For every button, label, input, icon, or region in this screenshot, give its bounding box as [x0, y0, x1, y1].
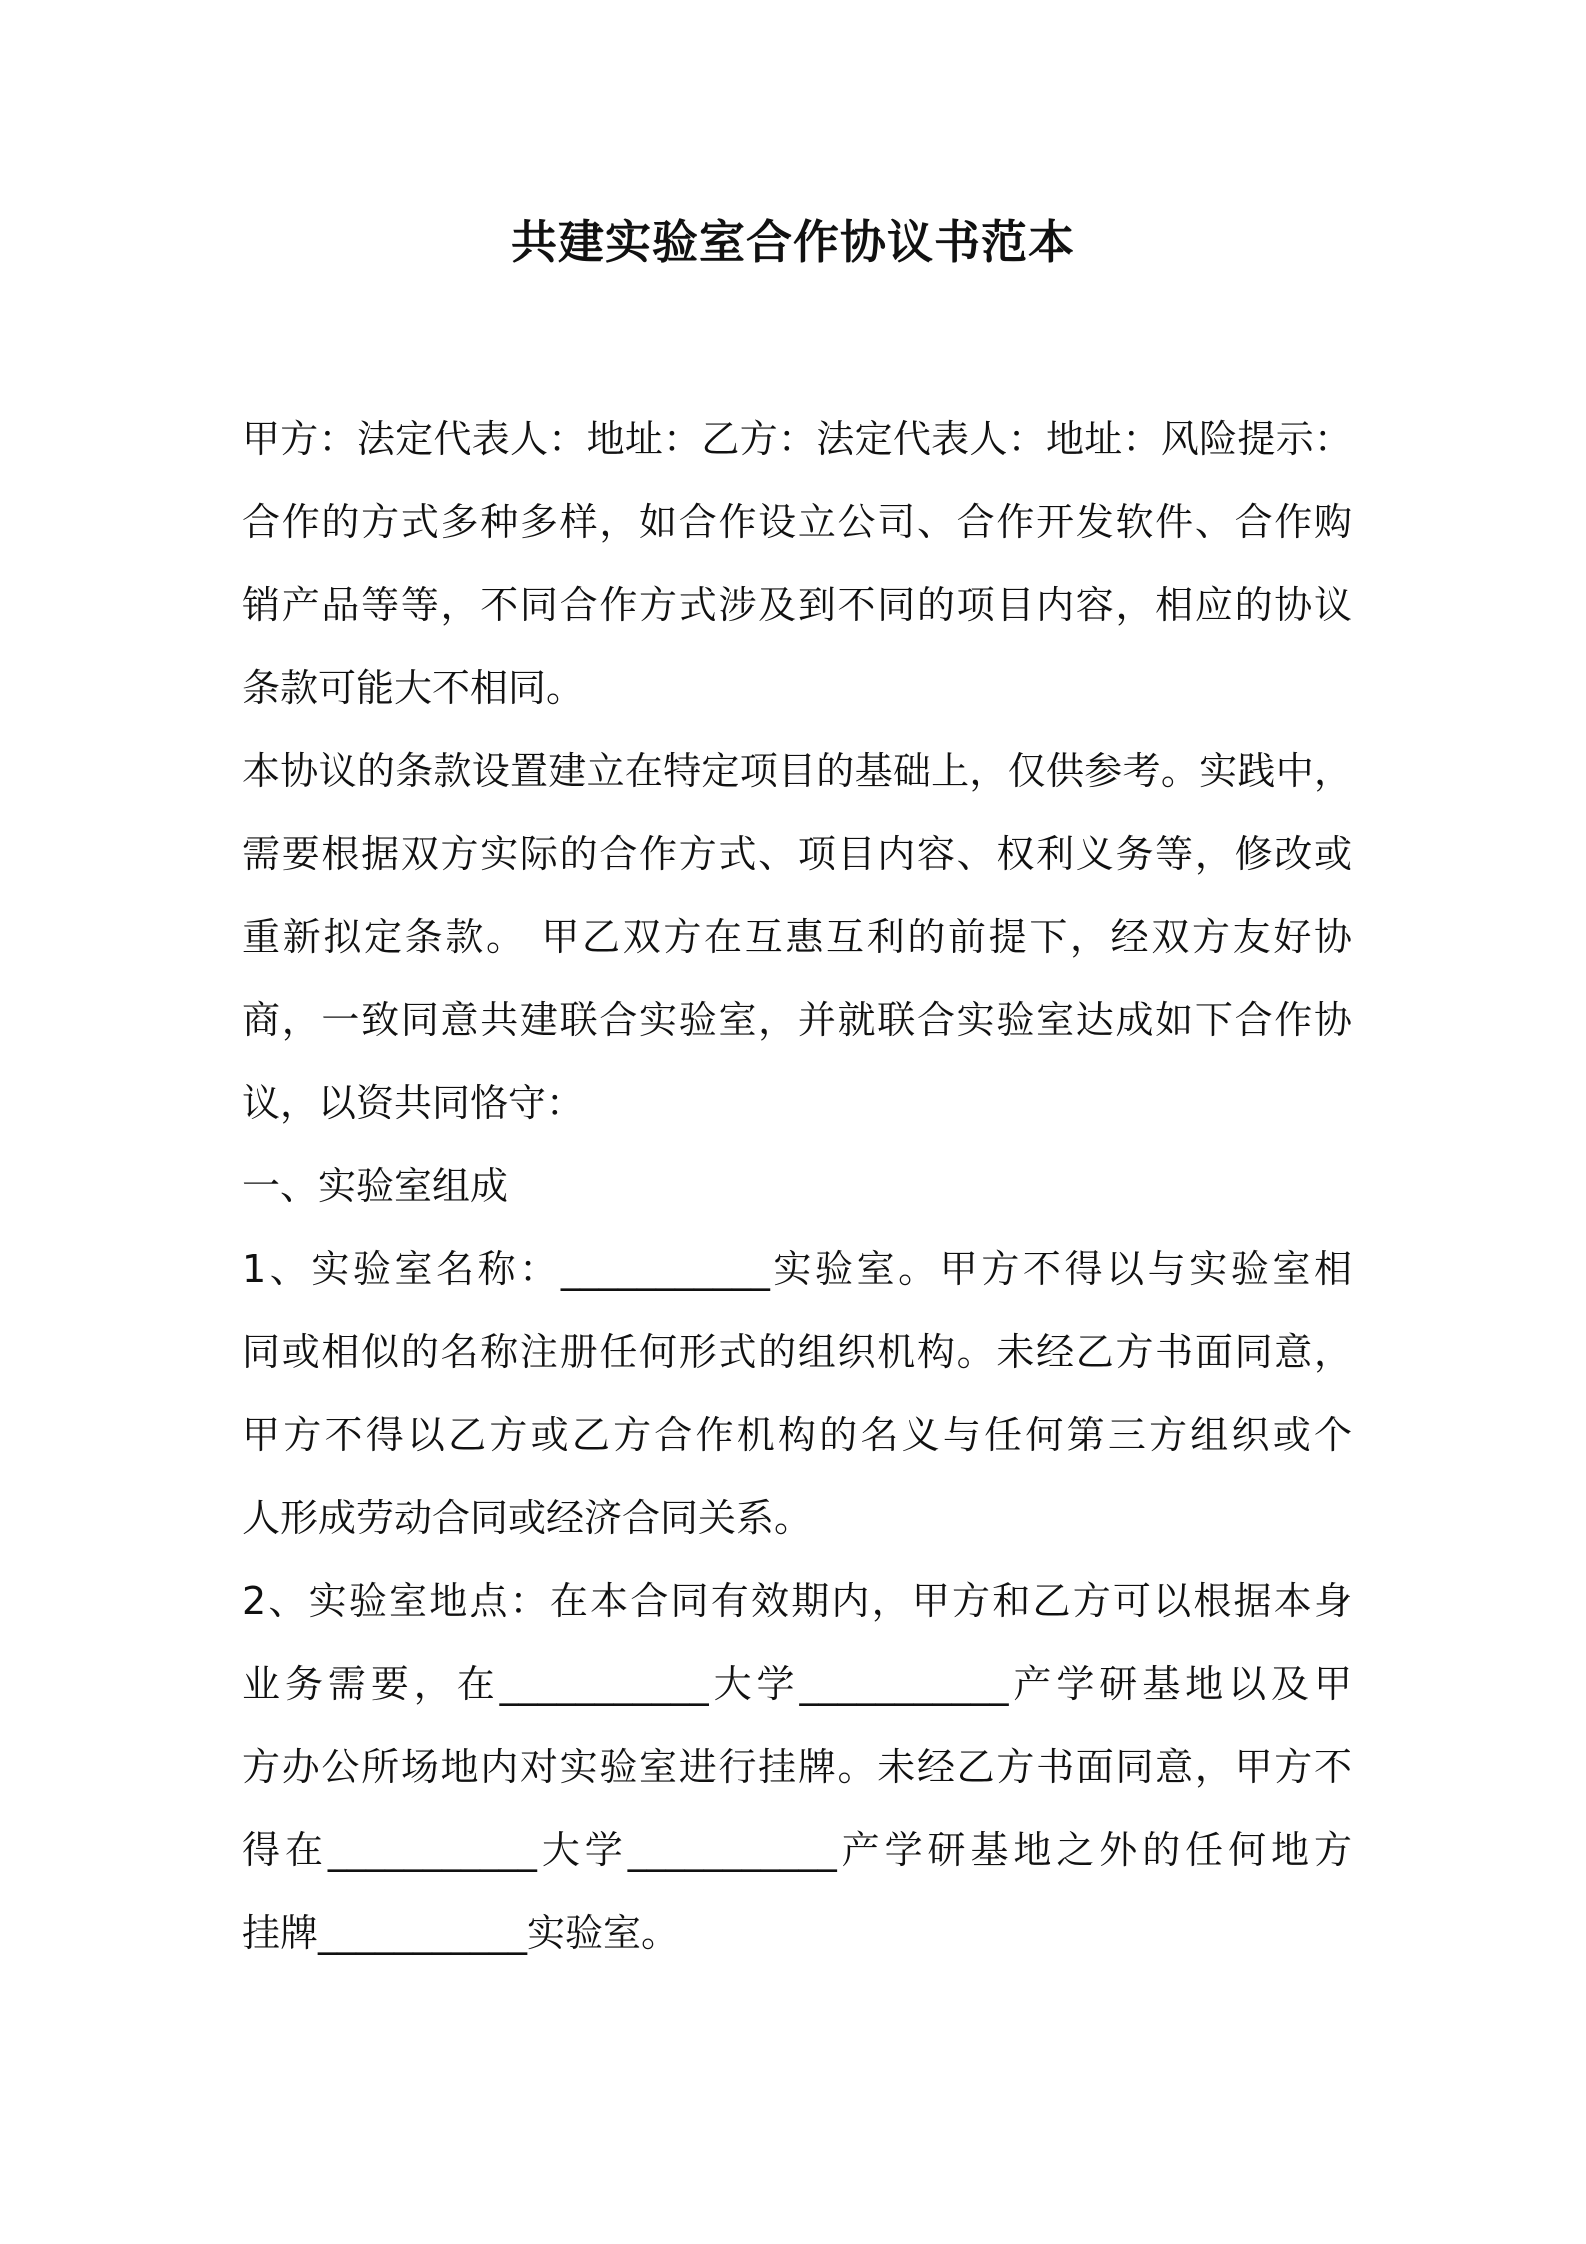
body-line: 销产品等等，不同合作方式涉及到不同的项目内容，相应的协议 [242, 583, 1352, 627]
body-line: 甲方不得以乙方或乙方合作机构的名义与任何第三方组织或个 [242, 1413, 1352, 1457]
body-line: 本协议的条款设置建立在特定项目的基础上，仅供参考。实践中， [242, 749, 1352, 793]
body-line: 同或相似的名称注册任何形式的组织机构。未经乙方书面同意， [242, 1330, 1352, 1374]
body-line: 1、实验室名称：___________实验室。甲方不得以与实验室相 [242, 1247, 1352, 1291]
document-body [242, 398, 1352, 1975]
body-line: 条款可能大不相同。 [242, 666, 585, 710]
document-title: 共建实验室合作协议书范本 [511, 215, 1075, 269]
body-line: 业务需要，在___________大学___________产学研基地以及甲 [242, 1662, 1352, 1706]
body-line: 方办公所场地内对实验室进行挂牌。未经乙方书面同意，甲方不 [242, 1745, 1352, 1789]
body-line: 2、实验室地点：在本合同有效期内，甲方和乙方可以根据本身 [242, 1579, 1352, 1623]
body-line: 重新拟定条款。 甲乙双方在互惠互利的前提下，经双方友好协 [242, 915, 1352, 959]
body-line: 甲方：法定代表人：地址：乙方：法定代表人：地址：风险提示： [242, 417, 1352, 461]
body-line: 挂牌___________实验室。 [242, 1911, 680, 1955]
body-line: 合作的方式多种多样，如合作设立公司、合作开发软件、合作购 [242, 500, 1352, 544]
body-line: 人形成劳动合同或经济合同关系。 [242, 1496, 813, 1540]
body-line: 议，以资共同恪守： [242, 1081, 585, 1125]
section-heading: 一、实验室组成 [242, 1164, 509, 1208]
body-line: 商，一致同意共建联合实验室，并就联合实验室达成如下合作协 [242, 998, 1352, 1042]
body-line: 需要根据双方实际的合作方式、项目内容、权利义务等，修改或 [242, 832, 1352, 876]
body-line: 得在___________大学___________产学研基地之外的任何地方 [242, 1828, 1352, 1872]
